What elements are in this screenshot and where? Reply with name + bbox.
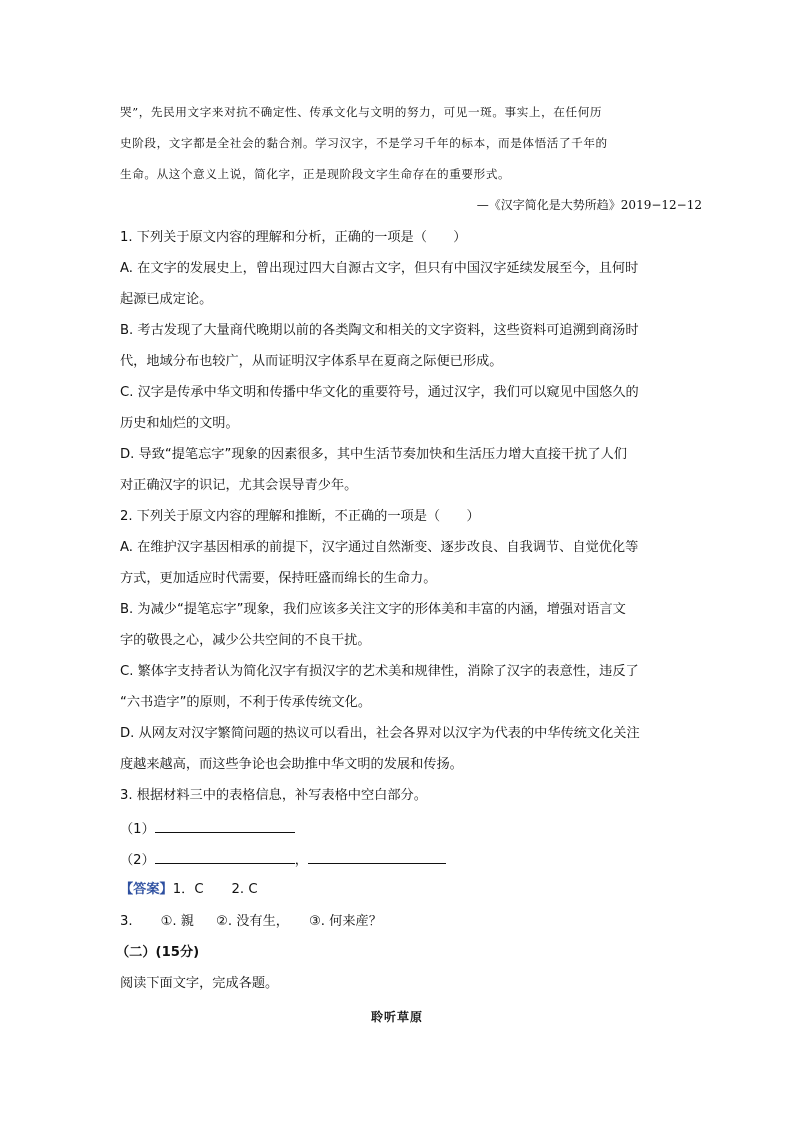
- q2-option-c-line2: “六书造字”的原则，不利于传承传统文化。: [120, 695, 372, 710]
- answer-row: [120, 880, 258, 900]
- q1-option-b-line1: B. 考古发现了大量商代晚期以前的各类陶文和相关的文字资料，这些资料可追溯到商汤时: [120, 323, 639, 338]
- passage-source: —《汉字简化是大势所趋》2019−12−12: [476, 198, 702, 212]
- article-title: 聆听草原: [370, 1010, 423, 1024]
- section-instruction: 阅读下面文字，完成各题。: [120, 976, 279, 991]
- answer-3-number: 3.: [120, 914, 133, 929]
- q2-option-b-line2: 字的敬畏之心，减少公共空间的不良干扰。: [120, 633, 371, 648]
- q2-option-d-line2: 度越来越高，而这些争论也会助推中华文明的发展和传扬。: [120, 757, 463, 772]
- q3-stem: 3. 根据材料三中的表格信息，补写表格中空白部分。: [120, 788, 427, 803]
- q3-blank-row-1: [120, 818, 295, 840]
- q3-blank-comma: ，: [294, 853, 308, 868]
- q2-option-a-line1: A. 在维护汉字基因相承的前提下，汉字通过自然渐变、逐步改良、自我调节、自觉优化等: [120, 540, 639, 555]
- q1-option-a-line2: 起源已成定论。: [120, 292, 213, 307]
- q1-option-b-line2: 代，地域分布也较广，从而证明汉字体系早在夏商之际便已形成。: [120, 354, 503, 369]
- q1-option-c-line2: 历史和灿烂的文明。: [120, 416, 239, 431]
- answer-3-part-1: ①. 親: [160, 914, 194, 929]
- q1-option-d-line2: 对正确汉字的识记，尤其会误导青少年。: [120, 478, 358, 493]
- q2-option-a-line2: 方式，更加适应时代需要，保持旺盛而绵长的生命力。: [120, 571, 437, 586]
- q3-blank-1-label: （1）: [120, 822, 155, 837]
- answer-3-part-3: ③. 何来産？: [308, 914, 382, 929]
- passage-line-1: 哭”，先民用文字来对抗不确定性、传承文化与文明的努力，可见一斑。事实上，在任何历: [120, 105, 603, 119]
- q2-stem: 2. 下列关于原文内容的理解和推断，不正确的一项是（ ）: [120, 509, 480, 524]
- q3-blank-2a-line: [155, 849, 295, 864]
- q2-option-c-line1: C. 繁体字支持者认为简化汉字有损汉字的艺术美和规律性，消除了汉字的表意性，违反了: [120, 664, 639, 679]
- answer-3-row: [120, 912, 382, 932]
- q1-option-d-line1: D. 导致“提笔忘字”现象的因素很多，其中生活节奏加快和生活压力增大直接干扰了人们: [120, 447, 627, 462]
- q3-blank-row-2: [120, 849, 446, 871]
- answer-3-part-2: ②. 没有生，: [216, 914, 289, 929]
- q2-option-b-line1: B. 为减少“提笔忘字”现象，我们应该多关注文字的形体美和丰富的内涵，增强对语言文: [120, 602, 626, 617]
- q1-option-a-line1: A. 在文字的发展史上，曾出现过四大自源古文字，但只有中国汉字延续发展至今，且何时: [120, 261, 639, 276]
- q1-stem: 1. 下列关于原文内容的理解和分析，正确的一项是（ ）: [120, 230, 467, 245]
- answer-1: 1．C: [172, 882, 204, 897]
- answer-2: 2. C: [231, 882, 258, 897]
- answer-label: 【答案】: [120, 882, 173, 897]
- passage-line-3: 生命。从这个意义上说，简化字，正是现阶段文字生命存在的重要形式。: [120, 167, 511, 181]
- q2-option-d-line1: D. 从网友对汉字繁简问题的热议可以看出，社会各界对以汉字为代表的中华传统文化关注: [120, 726, 640, 741]
- q3-blank-2-label: （2）: [120, 853, 155, 868]
- q1-option-c-line1: C. 汉字是传承中华文明和传播中华文化的重要符号，通过汉字，我们可以窥见中国悠久的: [120, 385, 639, 400]
- q3-blank-1-line: [155, 818, 295, 833]
- passage-line-2: 史阶段，文字都是全社会的黏合剂。学习汉字，不是学习千年的标本，而是体悟活了千年的: [120, 136, 608, 150]
- section-heading: （二）(15分): [116, 945, 200, 960]
- q3-blank-2b-line: [308, 849, 446, 864]
